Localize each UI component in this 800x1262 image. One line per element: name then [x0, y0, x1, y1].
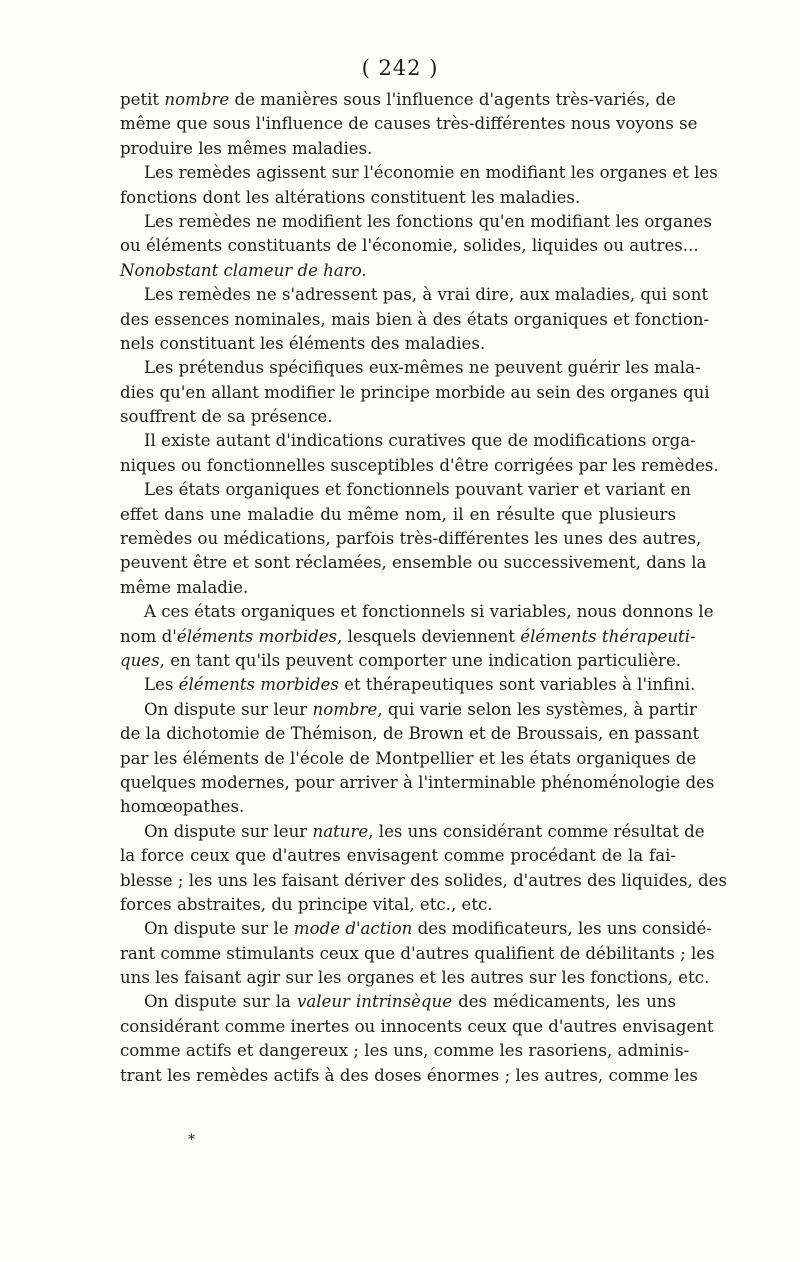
footer-signature-mark: * [188, 1132, 195, 1148]
text-line: produire les mêmes maladies. [120, 138, 373, 158]
text-line: petit nombre de manières sous l'influence d'agents très-variés, de [120, 90, 676, 109]
text-line: effet dans une maladie du même nom, il en résulte que plusieurs [120, 504, 676, 524]
text-line: peuvent être et sont réclamées, ensemble ou successivement, dans la [120, 553, 707, 573]
text-line: On dispute sur le mode d'action des modificateurs, les uns considé- [144, 919, 712, 939]
text-line: la force ceux que d'autres envisagent comme procédant de la fai- [120, 846, 676, 866]
text-line: Nonobstant clameur de haro. [120, 260, 367, 280]
text-line: On dispute sur leur nombre, qui varie selon les systèmes, à partir [144, 699, 697, 719]
text-line: remèdes ou médications, parfois très-différentes les unes des autres, [120, 529, 702, 549]
text-line: Les remèdes ne modifient les fonctions qu'en modifiant les organes [144, 211, 712, 231]
text-line: Les états organiques et fonctionnels pouvant varier et variant en [144, 480, 691, 500]
text-line: fonctions dont les altérations constituent les maladies. [120, 187, 581, 207]
text-line: trant les remèdes actifs à des doses énormes ; les autres, comme les [120, 1065, 698, 1085]
text-line: ques, en tant qu'ils peuvent comporter une indication particulière. [120, 650, 682, 670]
text-line: On dispute sur la valeur intrinsèque des médicaments, les uns [144, 992, 677, 1012]
text-line: On dispute sur leur nature, les uns considérant comme résultat de [144, 821, 705, 841]
text-line: des essences nominales, mais bien à des états organiques et fonction- [120, 309, 710, 329]
text-line: Il existe autant d'indications curatives que de modifications orga- [144, 431, 696, 451]
text-line: uns les faisant agir sur les organes et les autres sur les fonctions, etc. [120, 968, 710, 988]
text-line: comme actifs et dangereux ; les uns, comme les rasoriens, adminis- [120, 1041, 690, 1061]
text-line: même maladie. [120, 577, 249, 597]
text-line: souffrent de sa présence. [120, 407, 333, 427]
text-line: par les éléments de l'école de Montpellier et les états organiques de [120, 748, 697, 768]
body-text [120, 88, 727, 1088]
text-line: ou éléments constituants de l'économie, solides, liquides ou autres... [120, 236, 699, 256]
text-line: dies qu'en allant modifier le principe morbide au sein des organes qui [120, 382, 710, 402]
text-line: nels constituant les éléments des maladies. [120, 333, 486, 353]
text-line: quelques modernes, pour arriver à l'interminable phénoménologie des [120, 772, 715, 792]
text-line: niques ou fonctionnelles susceptibles d'être corrigées par les remèdes. [120, 455, 719, 475]
text-line: Les remèdes agissent sur l'économie en modifiant les organes et les [144, 163, 718, 183]
text-line: même que sous l'influence de causes très-différentes nous voyons se [120, 114, 698, 134]
text-line: blesse ; les uns les faisant dériver des solides, d'autres des liquides, des [120, 870, 727, 890]
text-line: Les remèdes ne s'adressent pas, à vrai dire, aux maladies, qui sont [144, 285, 709, 305]
text-line: A ces états organiques et fonctionnels si variables, nous donnons le [144, 602, 714, 622]
text-line: nom d'éléments morbides, lesquels deviennent éléments thérapeuti- [120, 626, 696, 646]
text-line: considérant comme inertes ou innocents ceux que d'autres envisagent [120, 1016, 714, 1036]
page-number: ( 242 ) [361, 56, 439, 80]
text-line: rant comme stimulants ceux que d'autres qualifient de débilitants ; les [120, 943, 715, 963]
text-line: Les éléments morbides et thérapeutiques sont variables à l'infini. [144, 675, 696, 695]
text-line: forces abstraites, du principe vital, etc., etc. [120, 894, 493, 914]
text-line: de la dichotomie de Thémison, de Brown et de Broussais, en passant [120, 724, 700, 744]
text-line: homœopathes. [120, 797, 245, 817]
text-line: Les prétendus spécifiques eux-mêmes ne peuvent guérir les mala- [144, 358, 701, 378]
